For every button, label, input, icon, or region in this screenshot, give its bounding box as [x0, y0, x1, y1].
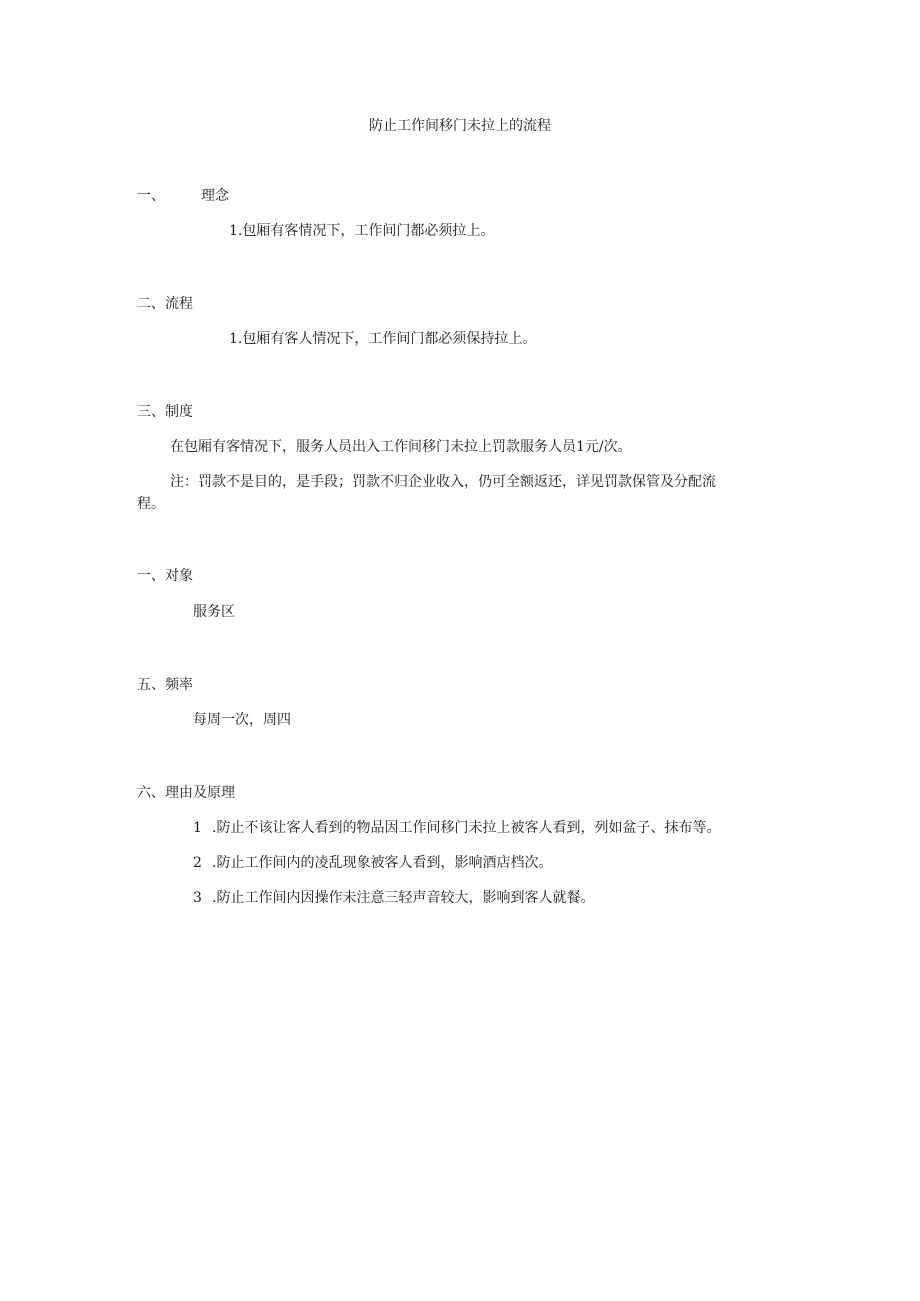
list-item-text: .防止工作间内因操作未注意三轻声音较大，影响到客人就餐。	[212, 890, 595, 906]
list-item-number: 1	[193, 820, 202, 836]
section4-content: 服务区	[193, 604, 235, 620]
section5-heading: 五、频率	[137, 677, 193, 693]
section3-note-line2: 程。	[137, 496, 165, 512]
list-item-text: .防止工作间内的凌乱现象被客人看到，影响酒店档次。	[212, 855, 553, 871]
list-item-number: 2	[193, 855, 202, 871]
list-item-text: .防止不该让客人看到的物品因工作间移门未拉上被客人看到，列如盆子、抹布等。	[212, 820, 721, 836]
list-item-number: 3	[193, 890, 202, 906]
section2-heading: 二、流程	[137, 296, 193, 312]
section2-item: 1.包厢有客人情况下，工作间门都必须保持拉上。	[229, 331, 537, 347]
section4-heading: 一、对象	[137, 568, 193, 584]
document-title: 防止工作间移门未拉上的流程	[369, 118, 551, 134]
section6-heading: 六、理由及原理	[137, 785, 235, 801]
section3-note-line1: 注：罚款不是目的，是手段；罚款不归企业收入，仍可全额返还，详见罚款保管及分配流	[170, 474, 716, 490]
section3-rule: 在包厢有客情况下，服务人员出入工作间移门未拉上罚款服务人员1元/次。	[170, 439, 632, 455]
section3-heading: 三、制度	[137, 404, 193, 420]
section5-content: 每周一次，周四	[193, 712, 291, 728]
section1-number: 一、	[137, 188, 165, 204]
section1-item: 1.包厢有客情况下，工作间门都必须拉上。	[229, 223, 495, 239]
section1-heading: 理念	[201, 188, 229, 204]
